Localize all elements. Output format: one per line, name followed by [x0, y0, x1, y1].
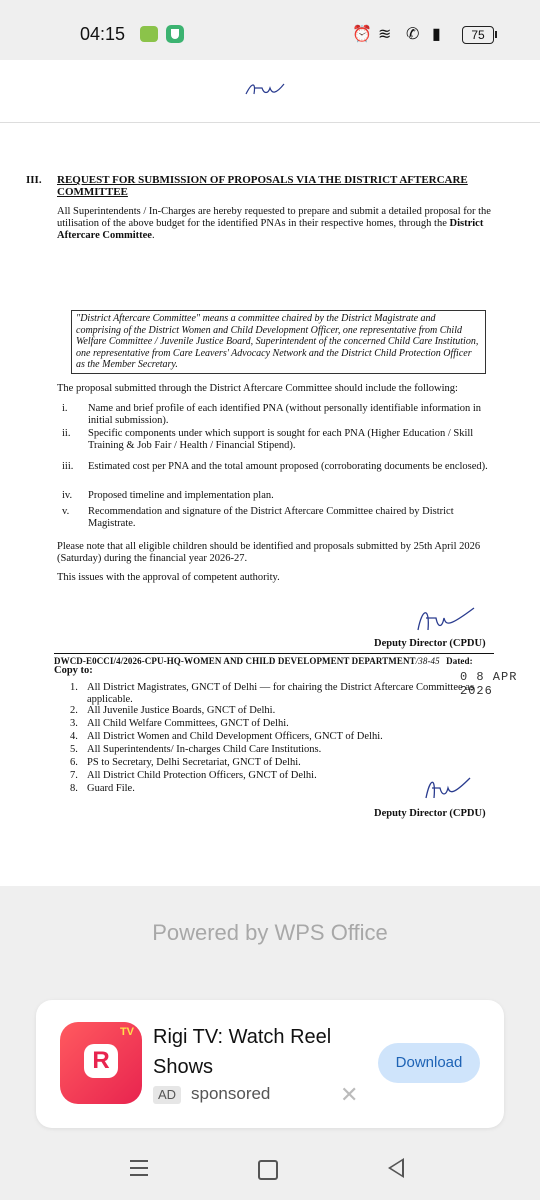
wifi-icon: ≋: [378, 26, 392, 43]
intro-paragraph: All Superintendents / In-Charges are hereby requested to prepare and submit a detailed proposal for the utilisation of the above budget for the identified PNAs in their respective homes, through the District Aftercare Committee.: [57, 206, 491, 241]
sponsored-label: sponsored: [191, 1084, 271, 1103]
home-icon[interactable]: [258, 1160, 278, 1180]
recents-icon[interactable]: [130, 1160, 148, 1181]
reference-number: DWCD-E0CCI/4/2026-CPU-HQ-WOMEN AND CHILD DEVELOPMENT DEPARTMENT/38-45 Dated:: [54, 656, 473, 666]
powered-by-label: Powered by WPS Office: [152, 920, 388, 945]
ad-badge: AD: [153, 1086, 181, 1104]
approval-note: This issues with the approval of competent authority.: [57, 572, 280, 583]
alarm-icon: ⏰: [352, 26, 372, 43]
app-icon[interactable]: [60, 1022, 142, 1104]
clock: 04:15: [80, 24, 126, 44]
app-icon-tag: TV: [119, 1026, 134, 1038]
app-icon-letter: R: [84, 1044, 118, 1078]
wifi-call-icon: ✆: [406, 26, 420, 43]
section-title: REQUEST FOR SUBMISSION OF PROPOSALS VIA THE DISTRICT AFTERCARE COMMITTEE: [57, 174, 468, 198]
divider: [54, 653, 494, 654]
section-number: III.: [26, 174, 42, 186]
document-page[interactable]: III. REQUEST FOR SUBMISSION OF PROPOSALS VIA THE DISTRICT AFTERCARE COMMITTEE All Superintendents / In-Charges are hereby requested to prepare and submit a detailed proposal for the utilisation of the above budget for the identified PNAs in their respective homes, through the District Aftercare Committee. "District Aftercare Committee" means a committee chaired by the District Magistrate and comprising of the District Women and Child Development Officer, one representative from Child Welfare Committee / Juvenile Justice Board, Superintendent of the concerned Child Care Institution, one representative from Care Leavers' Advocacy Network and the District Child Protection Officer as the Member Secretary. The proposal submitted through the District Aftercare Committee should include the following: i. Name and brief profile of each identified PNA (without personally identifiable information in initial submission). ii. Specific components under which support is sought for each PNA (Higher Education / Skill Training & Job Fair / Health / Financial Stipend). iii. Estimated cost per PNA and the total amount proposed (corroborating documents be enclosed). iv. Proposed timeline and implementation plan. v. Recommendation and signature of the District Aftercare Committee chaired by District Magistrate. Please note that all eligible children should be identified and proposals submitted by 25th April 2026 (Saturday) during the financial year 2026-27. This issues with the approval of competent authority. Deputy Director (CPDU) DWCD-E0CCI/4/2026-CPU-HQ-WOMEN AND CHILD DEVELOPMENT DEPARTMENT/38-45 Dated: 0 8 APR 2026 Copy to: 1. All District Magistrates, GNCT of Delhi — for chairing the District Aftercare Committee as applicable. 2. All Juvenile Justice Boards, GNCT of Delhi. 3. All Child Welfare Committees, GNCT of Delhi. 4. All District Women and Child Development Officers, GNCT of Delhi. 5. All Superintendents/ In-charges Child Care Institutions. 6. PS to Secretary, Delhi Secretariat, GNCT of Delhi. 7. All District Child Protection Officers, GNCT of Delhi. 8. Guard File. Deputy Director (CPDU): [0, 60, 540, 886]
signal-icon: ▮: [432, 26, 441, 43]
close-icon[interactable]: ✕: [340, 1082, 359, 1107]
signature-2: [420, 770, 476, 804]
signatory-title-2: Deputy Director (CPDU): [374, 808, 486, 819]
signature-top: [242, 78, 288, 100]
ad-banner[interactable]: [36, 1000, 504, 1128]
news-app-icon: [140, 26, 158, 42]
date-stamp: 0 8 APR 2026: [460, 670, 518, 698]
status-bar: [0, 0, 540, 60]
copy-to-heading: Copy to:: [54, 665, 93, 676]
deadline-note: Please note that all eligible children should be identified and proposals submitted by 25th April 2026 (Saturday) during the financial year 2026-27.: [57, 541, 481, 564]
security-app-icon: [166, 25, 184, 43]
ad-title[interactable]: Rigi TV: Watch Reel Shows: [153, 1026, 332, 1078]
back-icon[interactable]: [388, 1158, 404, 1178]
signature: [412, 600, 482, 636]
signatory-title: Deputy Director (CPDU): [374, 638, 486, 649]
definition-box: "District Aftercare Committee" means a committee chaired by the District Magistrate and comprising of the District Women and Child Development Officer, one representative from Child Welfare Committee / Juvenile Justice Board, Superintendent of the concerned Child Care Institution, one representative from Care Leavers' Advocacy Network and the District Child Protection Officer as the Member Secretary.: [71, 310, 486, 374]
battery-indicator: 75: [462, 26, 494, 44]
download-button[interactable]: Download: [378, 1043, 480, 1083]
navigation-bar: [0, 1140, 540, 1200]
include-lead: The proposal submitted through the District Aftercare Committee should include the following:: [57, 383, 458, 394]
